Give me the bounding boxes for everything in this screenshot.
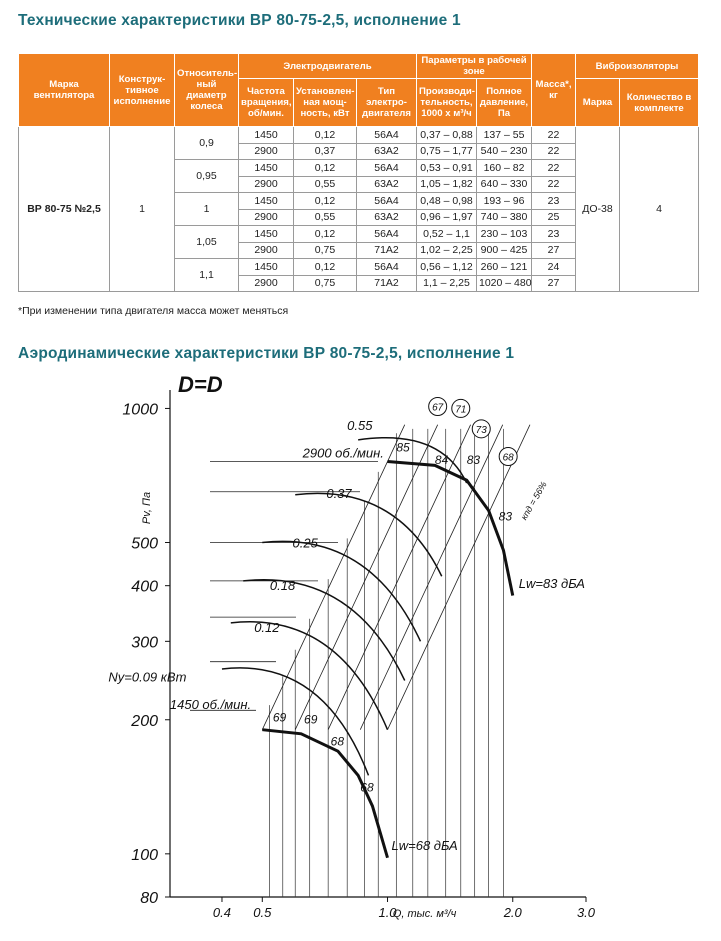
cell-power: 0,12: [294, 127, 357, 144]
cell-diameter: 0,95: [175, 160, 239, 193]
cell-mass: 24: [532, 259, 576, 276]
system-line: [292, 425, 437, 730]
x-axis-label: Q, тыс. м³/ч: [392, 908, 457, 920]
cell-mass: 27: [532, 275, 576, 292]
cell-speed: 1450: [239, 127, 294, 144]
efficiency-label: 68: [502, 452, 514, 464]
cell-speed: 2900: [239, 242, 294, 259]
header-speed: Частота вращения, об/мин.: [239, 79, 294, 127]
power-label: 0.25: [292, 535, 318, 551]
x-tick-label: 2.0: [503, 905, 522, 920]
cell-power: 0,55: [294, 176, 357, 193]
specs-title: Технические характеристики ВР 80-75-2,5, исполнение 1: [18, 12, 461, 29]
cell-motor-type: 56А4: [357, 226, 417, 243]
noise-label: 68: [360, 780, 374, 795]
cell-power: 0,12: [294, 259, 357, 276]
header-motor-type: Тип электро-двигателя: [357, 79, 417, 127]
cell-pressure: 540 – 230: [477, 143, 532, 160]
cell-diameter: 1,1: [175, 259, 239, 292]
cell-design: 1: [110, 127, 175, 292]
aero-title: Аэродинамические характеристики ВР 80-75-2,5, исполнение 1: [18, 345, 515, 362]
cell-capacity: 0,52 – 1,1: [417, 226, 477, 243]
x-tick-label: 0.5: [253, 905, 272, 920]
noise-label: 68: [330, 734, 345, 749]
noise-label: 83: [498, 509, 513, 524]
header-isolators: Виброизоляторы: [576, 54, 699, 79]
cell-motor-type: 71А2: [357, 275, 417, 292]
efficiency-label: 67: [432, 402, 444, 414]
footnote: *При изменении типа двигателя масса может меняться: [18, 305, 289, 317]
efficiency-label: 73: [475, 424, 487, 436]
cell-capacity: 1,02 – 2,25: [417, 242, 477, 259]
cell-motor-type: 63А2: [357, 143, 417, 160]
power-label: 0.55: [347, 418, 373, 434]
cell-power: 0,12: [294, 226, 357, 243]
power-label: 0.12: [254, 619, 280, 635]
cell-speed: 1450: [239, 259, 294, 276]
cell-speed: 2900: [239, 176, 294, 193]
cell-mass: 22: [532, 127, 576, 144]
cell-power: 0,55: [294, 209, 357, 226]
cell-mass: 25: [532, 209, 576, 226]
y-axis-label: Pv, Па: [141, 491, 153, 525]
noise-label: 69: [304, 712, 318, 727]
cell-motor-type: 63А2: [357, 209, 417, 226]
noise-label: 85: [396, 440, 410, 455]
cell-power: 0,75: [294, 242, 357, 259]
cell-pressure: 740 – 380: [477, 209, 532, 226]
lw-2900: Lw=83 дБА: [518, 576, 585, 592]
system-line: [360, 425, 502, 730]
cell-pressure: 160 – 82: [477, 160, 532, 177]
header-power: Установлен-ная мощ-ность, кВт: [294, 79, 357, 127]
speed-curve: [388, 462, 513, 596]
y-tick-label: 500: [131, 535, 158, 553]
cell-mass: 22: [532, 143, 576, 160]
x-tick-label: 0.4: [212, 905, 232, 920]
header-iso-brand: Марка: [576, 79, 620, 127]
power-label: Ny=0.09 кВт: [108, 669, 187, 685]
y-tick-label: 400: [131, 578, 158, 596]
y-tick-label: 80: [140, 890, 158, 907]
cell-fan: ВР 80-75 №2,5: [19, 127, 110, 292]
cell-motor-type: 71А2: [357, 242, 417, 259]
cell-mass: 23: [532, 193, 576, 210]
cell-capacity: 0,37 – 0,88: [417, 127, 477, 144]
cell-capacity: 0,96 – 1,97: [417, 209, 477, 226]
header-brand: Марка вентилятора: [19, 54, 110, 127]
cell-pressure: 137 – 55: [477, 127, 532, 144]
header-design: Конструк-тивное исполнение: [110, 54, 175, 127]
cell-mass: 22: [532, 160, 576, 177]
cell-capacity: 1,05 – 1,82: [417, 176, 477, 193]
cell-iso-brand: ДО-38: [576, 127, 620, 292]
cell-speed: 1450: [239, 193, 294, 210]
chart-title: D=D: [178, 372, 223, 397]
system-line: [328, 425, 470, 730]
cell-pressure: 193 – 96: [477, 193, 532, 210]
x-tick-label: 1.0: [378, 905, 397, 920]
cell-speed: 1450: [239, 226, 294, 243]
y-tick-label: 200: [131, 712, 158, 730]
power-label: 0.37: [326, 485, 352, 501]
cell-pressure: 230 – 103: [477, 226, 532, 243]
header-motor: Электродвигатель: [239, 54, 417, 79]
cell-motor-type: 56А4: [357, 160, 417, 177]
header-diameter: Относитель-ный диаметр колеса: [175, 54, 239, 127]
cell-power: 0,75: [294, 275, 357, 292]
speed-label-2900: 2900 об./мин.: [302, 445, 384, 461]
cell-speed: 2900: [239, 143, 294, 160]
efficiency-label: 71: [455, 404, 467, 416]
efficiency-label-kpd: кпд = 56%: [518, 479, 549, 522]
noise-label: 69: [272, 710, 287, 725]
header-mass: Масса*, кг: [532, 54, 576, 127]
cell-diameter: 1: [175, 193, 239, 226]
cell-pressure: 1020 – 480: [477, 275, 532, 292]
cell-motor-type: 63А2: [357, 176, 417, 193]
cell-power: 0,12: [294, 160, 357, 177]
cell-mass: 27: [532, 242, 576, 259]
cell-pressure: 260 – 121: [477, 259, 532, 276]
header-capacity: Производи-тельность, 1000 х м³/ч: [417, 79, 477, 127]
y-tick-label: 100: [131, 846, 158, 864]
cell-motor-type: 56А4: [357, 193, 417, 210]
table-row: [19, 127, 699, 144]
cell-mass: 22: [532, 176, 576, 193]
cell-capacity: 0,75 – 1,77: [417, 143, 477, 160]
cell-power: 0,12: [294, 193, 357, 210]
cell-power: 0,37: [294, 143, 357, 160]
power-label: 0.18: [269, 578, 296, 594]
lw-1450: Lw=68 дБА: [391, 838, 458, 854]
specs-table: [18, 53, 699, 292]
cell-speed: 2900: [239, 209, 294, 226]
y-tick-label: 1000: [122, 401, 158, 419]
cell-capacity: 0,48 – 0,98: [417, 193, 477, 210]
speed-label-1450: 1450 об./мин.: [169, 696, 252, 712]
header-pressure: Полное давление, Па: [477, 79, 532, 127]
header-iso-qty: Количество в комплекте: [620, 79, 699, 127]
cell-speed: 1450: [239, 160, 294, 177]
cell-diameter: 1,05: [175, 226, 239, 259]
cell-capacity: 0,56 – 1,12: [417, 259, 477, 276]
noise-label: 84: [434, 453, 449, 468]
cell-capacity: 0,53 – 0,91: [417, 160, 477, 177]
cell-capacity: 1,1 – 2,25: [417, 275, 477, 292]
cell-motor-type: 56А4: [357, 127, 417, 144]
cell-speed: 2900: [239, 275, 294, 292]
cell-iso-qty: 4: [620, 127, 699, 292]
cell-motor-type: 56А4: [357, 259, 417, 276]
cell-diameter: 0,9: [175, 127, 239, 160]
cell-pressure: 900 – 425: [477, 242, 532, 259]
noise-label: 83: [466, 453, 481, 468]
cell-mass: 23: [532, 226, 576, 243]
header-work-zone: Параметры в рабочей зоне: [417, 54, 532, 79]
aero-chart: [0, 370, 721, 941]
y-tick-label: 300: [131, 634, 158, 652]
cell-pressure: 640 – 330: [477, 176, 532, 193]
x-tick-label: 3.0: [576, 905, 596, 920]
